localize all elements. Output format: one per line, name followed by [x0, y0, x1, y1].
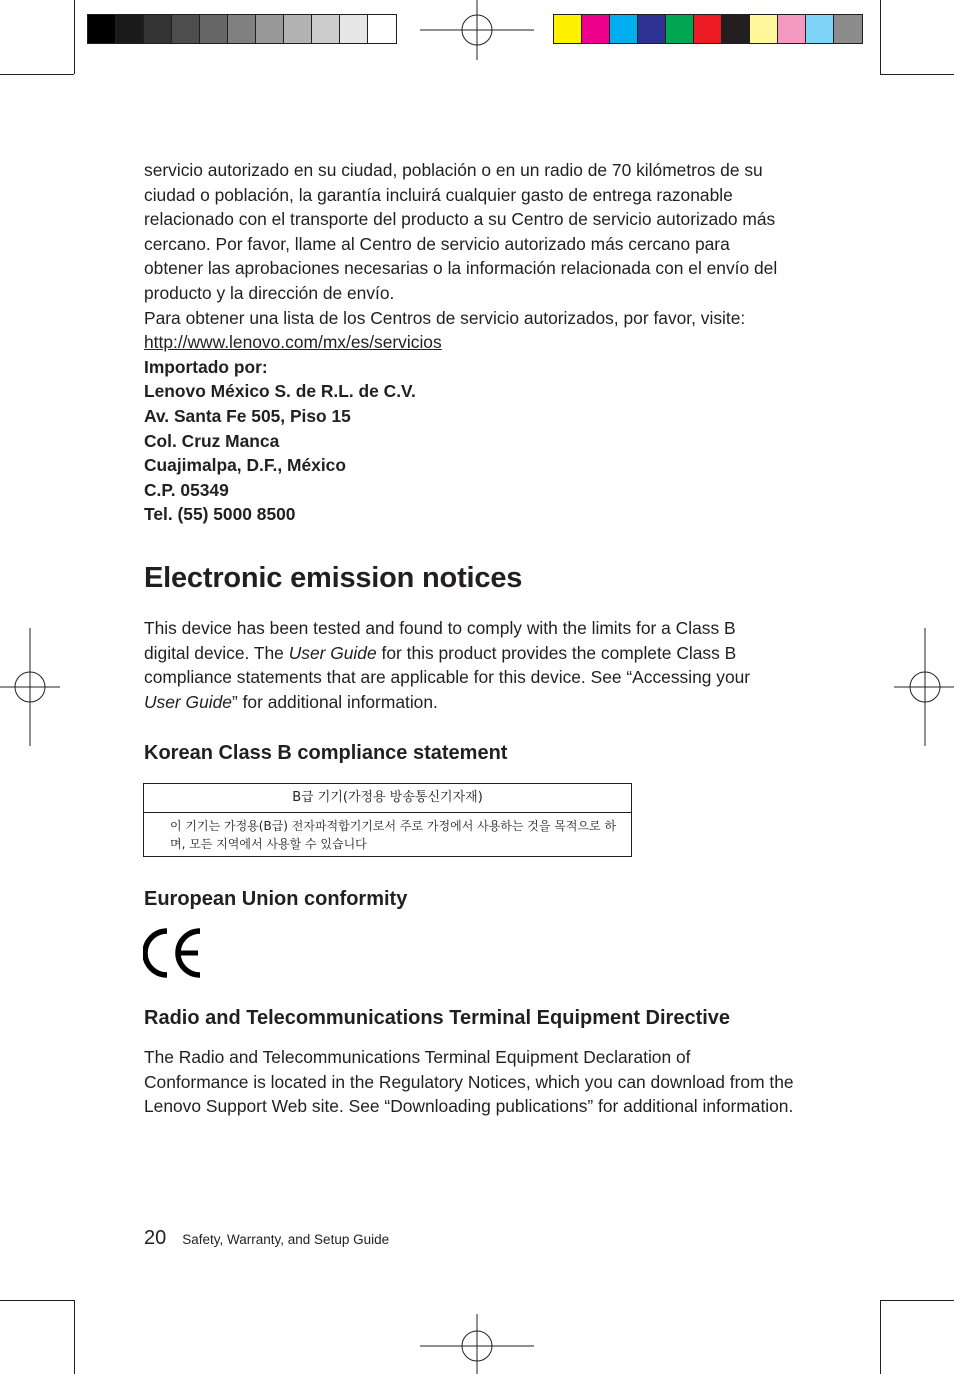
korean-statement-box	[143, 783, 632, 857]
korean-heading: Korean Class B compliance statement	[144, 742, 508, 764]
korean-box-title: B급 기기(가정용 방송통신기자재)	[144, 784, 631, 813]
color-swatch	[88, 15, 116, 43]
rtte-paragraph: The Radio and Telecommunications Terminal Equipment Declaration of Conformance is located in the Regulatory Notices, which you can download from the Lenovo Support Web site. See “Downloading publications” for additional information.	[144, 1047, 794, 1117]
color-swatch	[582, 15, 610, 43]
importer-line: Av. Santa Fe 505, Piso 15	[144, 405, 351, 426]
importer-line: Tel. (55) 5000 8500	[144, 504, 296, 525]
color-swatch	[834, 15, 862, 43]
registration-mark-right	[894, 628, 954, 746]
intro-text: This device has been tested and found to comply with the limits for a Class B digital device. The	[144, 618, 736, 663]
process-color-bar	[553, 14, 863, 44]
intro-text: for this product provides the complete Class B compliance statements that are applicable for this device. See “Accessing your	[144, 642, 751, 688]
importer-line: Col. Cruz Manca	[144, 430, 280, 451]
korean-box-body: 이 기기는 가정용(B급) 전자파적합기기로서 주로 가정에서 사용하는 것을 목적으로 하며, 모든 지역에서 사용할 수 있습니다	[170, 819, 617, 851]
color-swatch	[200, 15, 228, 43]
color-swatch	[144, 15, 172, 43]
color-swatch	[750, 15, 778, 43]
document-title: Safety, Warranty, and Setup Guide	[182, 1232, 390, 1247]
registration-mark-bottom	[420, 1314, 534, 1374]
page-footer	[144, 1227, 389, 1250]
user-guide-ref: User Guide	[144, 691, 232, 712]
rtte-body	[144, 1045, 794, 1119]
user-guide-ref: User Guide	[288, 642, 377, 663]
color-swatch	[256, 15, 284, 43]
color-swatch	[368, 15, 396, 43]
color-swatch	[778, 15, 806, 43]
color-swatch	[722, 15, 750, 43]
registration-mark-left	[0, 628, 60, 746]
color-swatch	[172, 15, 200, 43]
color-swatch	[666, 15, 694, 43]
color-swatch	[554, 15, 582, 43]
color-swatch	[806, 15, 834, 43]
service-centers-link[interactable]: http://www.lenovo.com/mx/es/servicios	[144, 332, 442, 353]
color-swatch	[228, 15, 256, 43]
service-centers-paragraph: Para obtener una lista de los Centros de servicio autorizados, por favor, visite:	[144, 307, 746, 328]
color-swatch	[638, 15, 666, 43]
registration-mark-top	[420, 0, 534, 62]
page-number: 20	[144, 1227, 167, 1249]
importer-line: C.P. 05349	[144, 479, 229, 500]
importer-line: Importado por:	[144, 356, 268, 377]
color-swatch	[116, 15, 144, 43]
color-swatch	[694, 15, 722, 43]
eu-heading: European Union conformity	[144, 888, 408, 910]
importer-line: Lenovo México S. de R.L. de C.V.	[144, 381, 416, 402]
intro-text: ” for additional information.	[231, 691, 438, 712]
section-title: Electronic emission notices	[144, 562, 523, 594]
color-swatch	[312, 15, 340, 43]
warranty-paragraph: servicio autorizado en su ciudad, población o en un radio de 70 kilómetros de su ciudad o población, la garantía incluirá cualquier gasto de entrega razonable relacionado con el transporte del producto a su Centro de servicio autorizado más cercano. Por favor, llame al Centro de servicio autorizado más cercano para obtener las aprobaciones necesarias o la información relacionada con el envío del producto y la dirección de envío.	[144, 160, 778, 303]
ce-mark-icon	[143, 928, 205, 978]
grayscale-color-bar	[87, 14, 397, 44]
importer-line: Cuajimalpa, D.F., México	[144, 455, 346, 476]
importer-address	[144, 355, 789, 527]
warranty-text-block	[144, 158, 789, 527]
color-swatch	[340, 15, 368, 43]
color-swatch	[610, 15, 638, 43]
emission-intro	[144, 616, 774, 714]
rtte-heading: Radio and Telecommunications Terminal Equipment Directive	[144, 1007, 731, 1029]
color-swatch	[284, 15, 312, 43]
